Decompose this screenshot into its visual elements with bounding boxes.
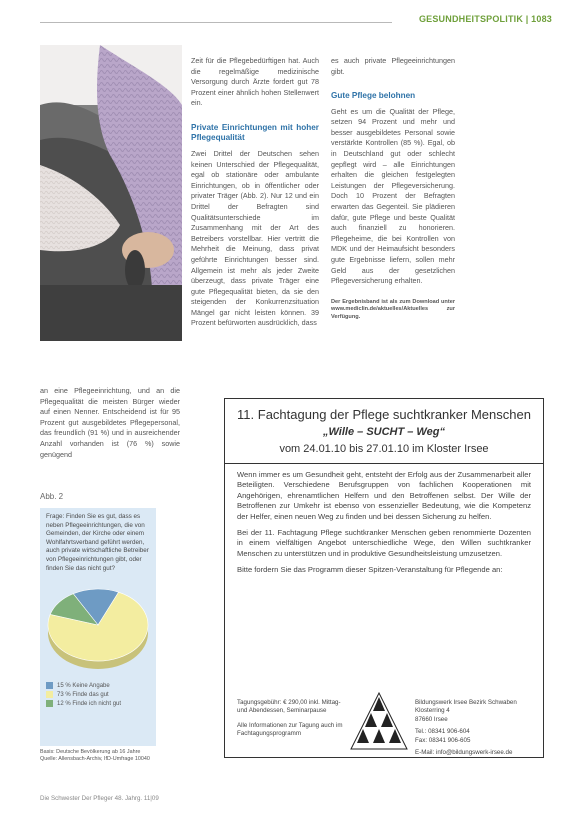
legend-entry	[46, 681, 150, 690]
ad-city: 87660 Irsee	[415, 715, 448, 723]
section-heading: Private Einrichtungen mit hoher Pflegequalität	[191, 122, 319, 143]
article-column-left	[40, 386, 180, 460]
header-rule	[40, 22, 392, 23]
ad-organizer: Bildungswerk Irsee Bezirk Schwaben Klosterring 4	[415, 699, 517, 715]
legend-swatch	[46, 691, 53, 698]
ad-paragraph: Wenn immer es um Gesundheit geht, entsteht der Erfolg aus der Zusammenarbeit aller Beteiligten. Verschiedene Berufsgruppen von fachlichen Kooperationen mit Angehörigen, ehrenamtlichen Helfern und den Betroffenen selbst. Der Wille der Betroffenen zur Umkehr ist ebenso von essenzieller Bedeutung, wie die Kompetenz der Helfer, einen neuen Weg zu finden und bei dessen Sicherung zu helfen.	[237, 470, 531, 521]
ad-subtitle: „Wille – SUCHT – Weg“	[323, 426, 445, 438]
ad-paragraph: Bitte fordern Sie das Programm dieser Spitzen-Veranstaltung für Pflegende an:	[237, 565, 503, 575]
ad-email[interactable]: E-Mail: info@bildungswerk-irsee.de	[415, 749, 513, 757]
ad-divider	[225, 463, 543, 464]
article-column-middle	[191, 56, 319, 329]
ad-fee-text: Tagungsgebühr: € 290,00 inkl. Mittag- und Abendessen, Seminarpause	[237, 699, 341, 715]
ad-info-text: Alle Informationen zur Tagung auch im Fachtagungsprogramm	[237, 721, 343, 738]
ad-body	[225, 470, 543, 576]
download-note: Der Ergebnisband ist als zum Download unter www.mediclin.de/aktuelles/Aktuelles zur Verfügung.	[331, 298, 455, 320]
ad-dates: vom 24.01.10 bis 27.01.10 im Kloster Irsee	[279, 443, 489, 455]
figure-label: Abb. 2	[40, 492, 64, 501]
legend-swatch	[46, 700, 53, 707]
legend-swatch	[46, 682, 53, 689]
article-paragraph: Zwei Drittel der Deutschen sehen keinen Unterschied der Pflegequalität, egal ob stationäre oder ambulante Einrichtungen, ob in öffentlicher oder privater Träger (Abb. 2). Nur 12 und ein Drittel der Befragten sind Qualitätsunterschiede im Zusammenhang mit der Art des Betreibers vorstellbar. Hier vertritt die Mehrheit die Meinung, dass privat geführte Einrichtungen besser sind. Allgemein ist mehr als jeder Zweite überzeugt, dass private Träger eine gute Pflegequalität bieten, da sie den steigenden der Konkurrenzsituation Mängel gar nicht leisten können. 39 Prozent befürworten ausdrücklich, dass	[191, 148, 319, 328]
article-paragraph: es auch private Pflegeeinrichtungen gibt.	[331, 56, 455, 76]
ad-fax: Fax: 08341 906-605	[415, 736, 471, 744]
legend-label: 15 % Keine Angabe	[57, 682, 110, 689]
article-column-right	[331, 56, 455, 322]
event-advertisement	[224, 398, 544, 758]
ad-paragraph: Bei der 11. Fachtagung Pflege suchtkranker Menschen geben renommierte Dozenten in einem vielfältigen Angebot unterschiedliche Wege, den Willen suchtkranker Menschen zu unterstützen und in produktive Gesundheitsleistung umzusetzen.	[237, 528, 531, 558]
legend-label: 12 % Finde ich nicht gut	[57, 700, 122, 707]
figure-source: Basis: Deutsche Bevölkerung ab 16 Jahre Quelle: Allensbach-Archiv, IfD-Umfrage 10040	[40, 749, 150, 762]
legend-entry	[46, 699, 150, 708]
article-photo	[40, 45, 182, 341]
legend-label: 73 % Finde das gut	[57, 691, 109, 698]
section-heading: Gute Pflege belohnen	[331, 91, 416, 101]
ad-contact-right	[415, 699, 535, 757]
running-head: GESUNDHEITSPOLITIK | 1083	[418, 14, 552, 24]
pie-chart	[40, 575, 156, 679]
ad-title: 11. Fachtagung der Pflege suchtkranker Menschen	[237, 407, 531, 422]
bildungswerk-logo-icon	[349, 691, 409, 751]
photo-illustration	[40, 45, 182, 341]
figure-chart-box	[40, 508, 156, 746]
legend-entry	[46, 690, 150, 699]
chart-legend	[40, 681, 156, 708]
article-paragraph: an eine Pflegeeinrichtung, und an die Pflegequalität die meisten Bürger wieder auf einen Nenner. Entscheidend ist für 95 Prozent gut ausgebildetes Pflegepersonal, das freundlich (91 %) und in ausreichender Anzahl vorhanden ist (76 %) sowie genügend	[40, 386, 180, 459]
ad-contact-left	[237, 699, 347, 739]
figure-question: Frage: Finden Sie es gut, dass es neben Pflegeeinrichtungen, die von Gemeinden, der Kirche oder einem Wohlfahrtsverband geführt werden, auch private wirtschaftliche Betreiber von Pflegeeinrichtungen gibt, oder finden Sie das nicht gut?	[46, 513, 149, 572]
page-footer: Die Schwester Der Pfleger 48. Jahrg. 11|09	[40, 795, 159, 802]
article-paragraph: Zeit für die Pflegebedürftigen hat. Auch die regelmäßige medizinische Versorgung durch Ärzte fordert gut 78 Prozent einer ähnlich hohen Stellenwert ein.	[191, 56, 319, 108]
ad-phone: Tel.: 08341 906-604	[415, 728, 470, 736]
article-paragraph: Geht es um die Qualität der Pflege, setzen 94 Prozent und mehr und besser ausgebildetes Personal sowie verstärkte Kontrollen (85 %). Egal, ob in Deutschland gut oder schlecht gepflegt wird – alle Einrichtungen erhalten die gleichen festgelegten Leistungen der Pflegeversicherung. Doch 10 Prozent der Befragten erwarten das Gegenteil. Sie plädieren dafür, gute Pflege und beste Qualität auch finanziell zu honorieren. Pflegeheime, die bei Kontrollen von MDK und der Heimaufsicht besonders gute Ergebnisse liefern, sollen mehr Geld aus der gesetzlichen Pflegeversicherung erhalten.	[331, 106, 455, 286]
